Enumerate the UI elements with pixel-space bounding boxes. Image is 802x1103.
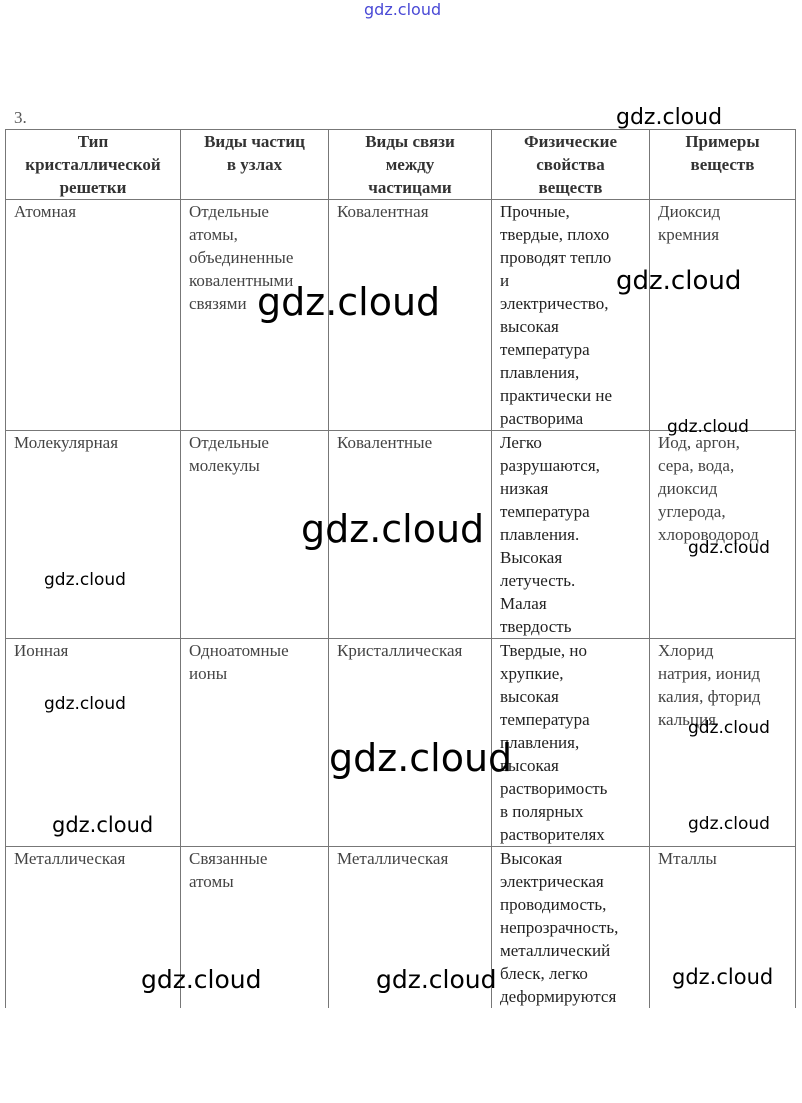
header-examples: Примеры веществ (650, 130, 796, 200)
cell-examples: Хлорид натрия, ионид калия, фторид кальция (650, 639, 796, 847)
cell-particles: Одноатомные ионы (181, 639, 329, 847)
cell-lattice-type: Металлическая (6, 847, 181, 1009)
watermark: gdz.cloud (301, 507, 485, 551)
cell-examples: Диоксид кремния (650, 200, 796, 431)
watermark: gdz.cloud (44, 570, 126, 590)
watermark: gdz.cloud (688, 814, 770, 834)
watermark: gdz.cloud (667, 417, 749, 437)
watermark: gdz.cloud (329, 736, 513, 780)
cell-lattice-type: Ионная (6, 639, 181, 847)
header-particles: Виды частиц в узлах (181, 130, 329, 200)
watermark-top[interactable]: gdz.cloud (364, 0, 442, 19)
table-header-row (6, 130, 796, 200)
cell-physical-properties: Легко разрушаются, низкая температура плавления. Высокая летучесть. Малая твердость (492, 431, 650, 639)
watermark: gdz.cloud (141, 965, 262, 994)
watermark: gdz.cloud (44, 694, 126, 714)
cell-bond-type: Металлическая (329, 847, 492, 1009)
cell-particles: Отдельные атомы, объединенные ковалентными связями (181, 200, 329, 431)
watermark: gdz.cloud (688, 718, 770, 738)
crystal-lattice-table (5, 129, 796, 1008)
header-bond-type: Виды связи между частицами (329, 130, 492, 200)
cell-examples: Иод, аргон, сера, вода, диоксид углерода, хлороводород (650, 431, 796, 639)
header-physical-properties: Физические свойства веществ (492, 130, 650, 200)
cell-physical-properties: Высокая электрическая проводимость, непрозрачность, металлический блеск, легко деформируются (492, 847, 650, 1009)
watermark: gdz.cloud (616, 266, 742, 296)
cell-particles: Отдельные молекулы (181, 431, 329, 639)
cell-physical-properties: Прочные, твердые, плохо проводят тепло и электричество, высокая температура плавления, практически не растворима (492, 200, 650, 431)
cell-examples: Мталлы (650, 847, 796, 1009)
watermark: gdz.cloud (257, 280, 441, 324)
cell-lattice-type: Атомная (6, 200, 181, 431)
task-number: 3. (14, 108, 27, 127)
cell-bond-type: Ковалентная (329, 200, 492, 431)
watermark: gdz.cloud (688, 538, 770, 558)
watermark: gdz.cloud (616, 105, 723, 130)
watermark: gdz.cloud (376, 965, 497, 994)
cell-particles: Связанные атомы (181, 847, 329, 1009)
watermark: gdz.cloud (672, 965, 774, 989)
cell-lattice-type: Молекулярная (6, 431, 181, 639)
cell-physical-properties: Твердые, но хрупкие, высокая температура плавления, высокая растворимость в полярных растворителях (492, 639, 650, 847)
header-lattice-type: Тип кристаллической решетки (6, 130, 181, 200)
cell-bond-type: Кристаллическая (329, 639, 492, 847)
watermark: gdz.cloud (52, 813, 154, 837)
cell-bond-type: Ковалентные (329, 431, 492, 639)
